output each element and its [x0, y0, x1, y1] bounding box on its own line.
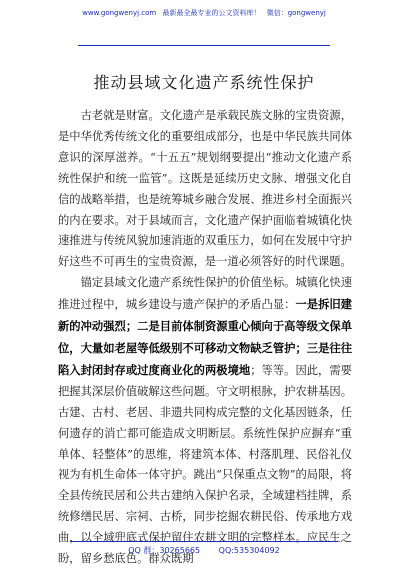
paragraph-2	[58, 273, 352, 570]
header-divider	[78, 45, 330, 46]
footer-qq-group: QQ 群：30265665	[128, 546, 201, 555]
footer-divider	[70, 541, 338, 542]
header-site-url[interactable]: www.gongwenyj.com	[82, 9, 157, 17]
paragraph-1: 古老就是财富。文化遗产是承载民族文脉的宝贵资源，是中华优秀传统文化的重要组成部分，也是中华民族共同体意识的深厚滋养。“十五五”规划纲要提出“推动文化遗产系统性保护和统一监管”。这既是延续历史文脉、增强文化自信的战略举措，也是统筹城乡融合发展、推进乡村全面振兴的内在要求。对于县域而言，文化遗产保护面临着城镇化快速推进与传统风貌加速消逝的双重压力，如何在发展中守护好这些不可再生的宝贵资源，是一道必须答好的时代课题。	[58, 109, 352, 269]
document-body	[58, 106, 352, 570]
document-title: 推动县域文化遗产系统性保护	[93, 73, 315, 92]
header-wechat: 微信：gongwenyj	[266, 9, 326, 17]
paragraph-2-rest: ；等等。因此，需要把握其深层价值破解这些问题。守文明根脉，护农耕基因。古建、古村、老居、非遗共同构成完整的文化基因链条，任何遗存的消亡都可能造成文明断层。系统性保护应摒弃“重单体、轻整体”的思维，将建筑本体、村落肌理、民俗礼仪视为有机生命体一体守护。跳出“只保重点文物”的局限，将全县传统民居和公共古建纳入保护名录，全域建档挂牌，系统修缮民居、宗祠、古桥，同步挖掘农耕民俗、传承地方戏曲，以全域兜底式保护留住农耕文明的完整样本。应民生之盼，留乡愁底色。群众既期	[58, 363, 352, 566]
paragraph-2-emphasis: 一是拆旧建新的冲动强烈；二是目前体制资源重心倾向于高等级文保单位，大量如老屋等低级别不可移动文物缺乏管护；三是往往陷入封闭封存或过度商业化的两极境地	[58, 297, 352, 377]
paragraph-2-lead: 锚定县域文化遗产系统性保护的价值坐标。城镇化快速推进过程中，城乡建设与遗产保护的矛盾凸显：	[58, 276, 352, 312]
page-footer	[0, 544, 408, 558]
footer-qq-contact: QQ:535304092	[218, 546, 280, 555]
header-tagline: 最新最全最专业的公文资料库！	[162, 9, 261, 17]
page-header	[0, 6, 408, 20]
